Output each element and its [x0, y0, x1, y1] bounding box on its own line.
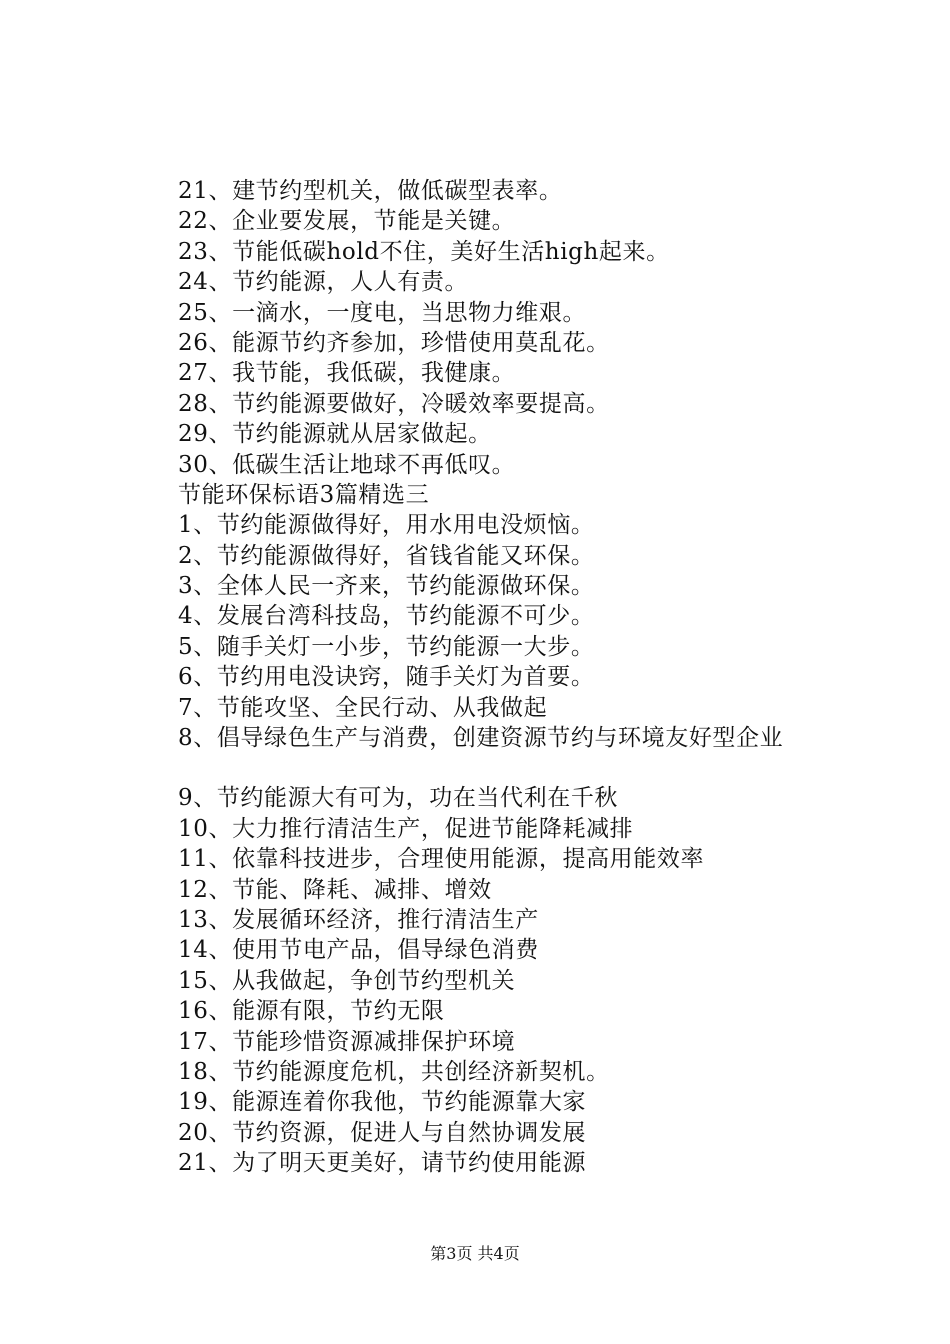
- text-line: 22、企业要发展，节能是关键。: [178, 208, 516, 235]
- text-line: 13、发展循环经济，推行清洁生产: [178, 906, 539, 933]
- text-line: 20、节约资源，促进人与自然协调发展: [178, 1119, 587, 1146]
- text-line: 18、节约能源度危机，共创经济新契机。: [178, 1058, 610, 1085]
- page-footer: 第3页 共4页: [430, 1244, 520, 1263]
- text-line: 7、节能攻坚、全民行动、从我做起: [178, 694, 548, 721]
- text-line: 3、全体人民一齐来，节约能源做环保。: [178, 573, 595, 600]
- text-line: 14、使用节电产品，倡导绿色消费: [178, 937, 539, 964]
- slogan-list-part-2: [178, 783, 878, 1178]
- text-line: 2、节约能源做得好，省钱省能又环保。: [178, 542, 595, 569]
- text-line: 28、节约能源要做好，冷暖效率要提高。: [178, 390, 610, 417]
- text-line: 23、节能低碳hold不住，美好生活high起来。: [178, 238, 670, 265]
- text-line: 19、能源连着你我他，节约能源靠大家: [178, 1089, 587, 1116]
- text-line: 10、大力推行清洁生产，促进节能降耗减排: [178, 815, 634, 842]
- slogan-list-part-1: [178, 176, 878, 753]
- text-line: 30、低碳生活让地球不再低叹。: [178, 451, 516, 478]
- text-line: 1、节约能源做得好，用水用电没烦恼。: [178, 512, 595, 539]
- slogan-list: [178, 176, 878, 1179]
- text-line: 5、随手关灯一小步，节约能源一大步。: [178, 633, 595, 660]
- text-line: 24、节约能源，人人有责。: [178, 269, 469, 296]
- text-line: 9、节约能源大有可为，功在当代利在千秋: [178, 785, 619, 812]
- text-line: 11、依靠科技进步，合理使用能源，提高用能效率: [178, 846, 705, 873]
- text-line: 4、发展台湾科技岛，节约能源不可少。: [178, 603, 595, 630]
- text-line: 节能环保标语3篇精选三: [178, 481, 430, 508]
- paragraph-gap: [178, 753, 878, 783]
- text-line: 29、节约能源就从居家做起。: [178, 421, 492, 448]
- text-line: 6、节约用电没诀窍，随手关灯为首要。: [178, 664, 595, 691]
- text-line: 21、为了明天更美好，请节约使用能源: [178, 1150, 587, 1177]
- text-line: 17、节能珍惜资源减排保护环境: [178, 1028, 516, 1055]
- text-line: 8、倡导绿色生产与消费，创建资源节约与环境友好型企业: [178, 725, 784, 752]
- text-line: 12、节能、降耗、减排、增效: [178, 876, 492, 903]
- text-line: 15、从我做起，争创节约型机关: [178, 967, 516, 994]
- text-line: 25、一滴水，一度电，当思物力维艰。: [178, 299, 587, 326]
- text-line: 16、能源有限，节约无限: [178, 998, 445, 1025]
- text-line: 26、能源节约齐参加，珍惜使用莫乱花。: [178, 329, 610, 356]
- text-line: 27、我节能，我低碳，我健康。: [178, 360, 516, 387]
- text-line: 21、建节约型机关，做低碳型表率。: [178, 178, 563, 204]
